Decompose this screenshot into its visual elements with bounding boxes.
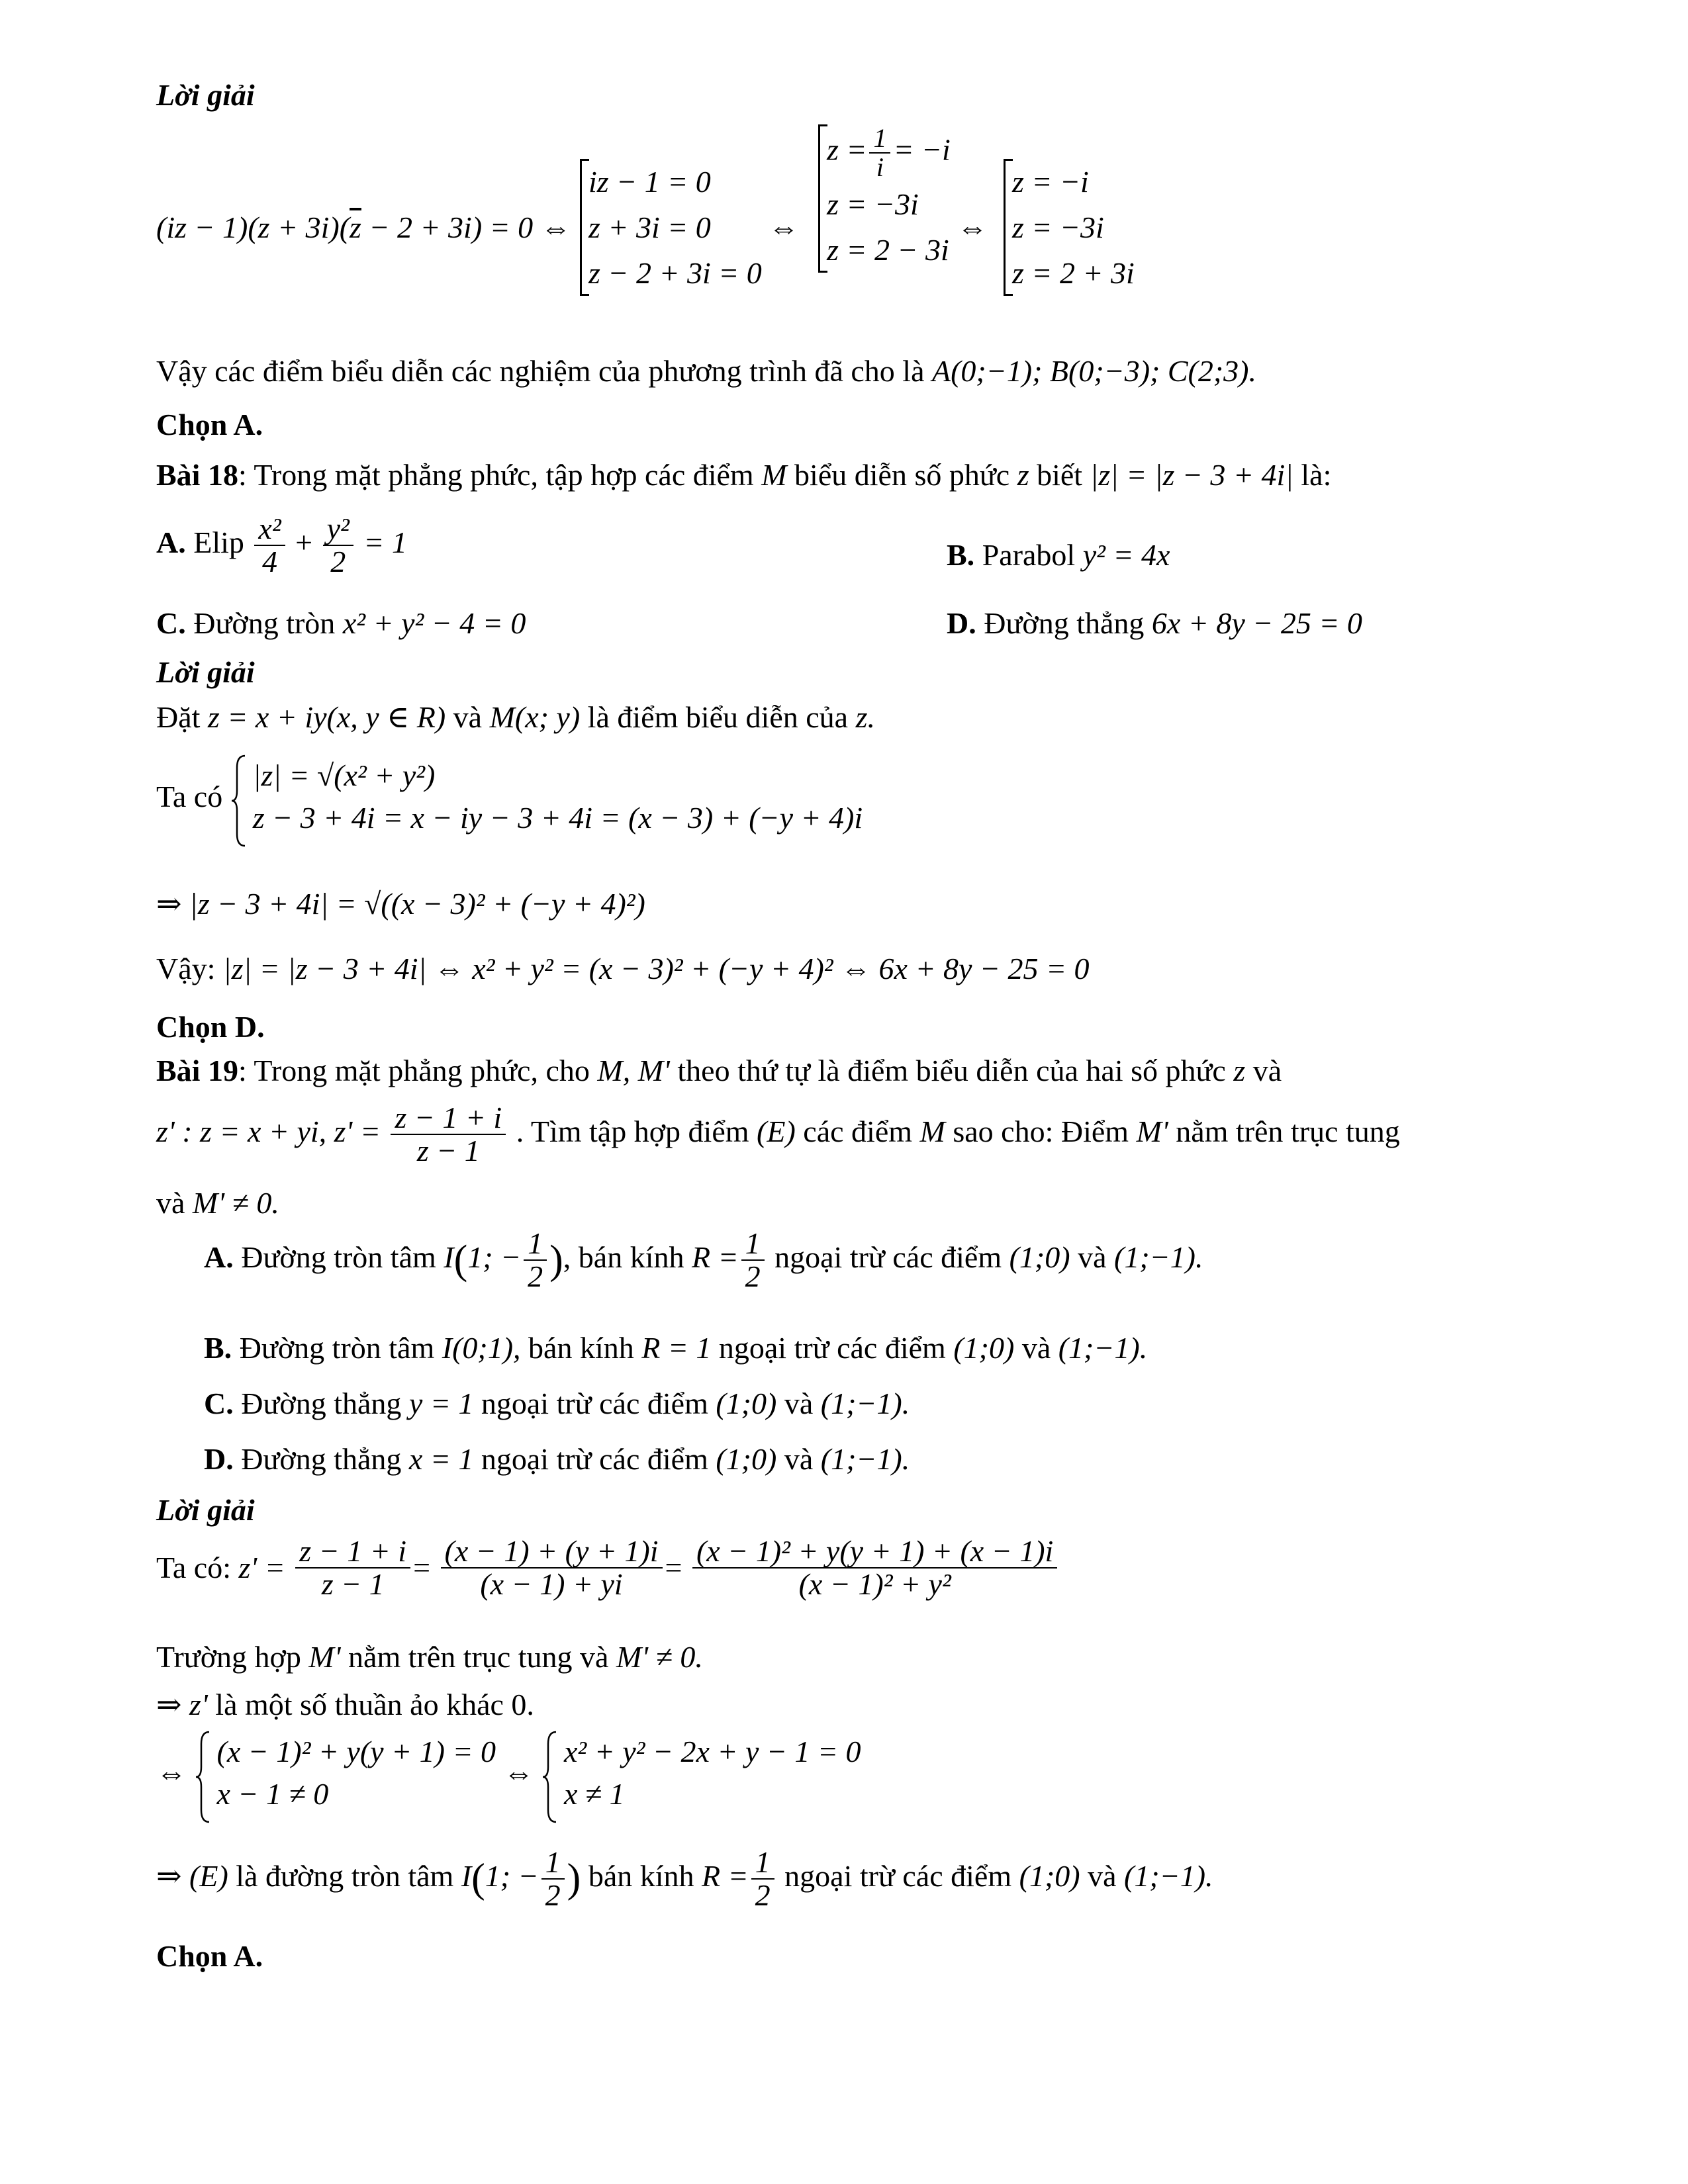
system-1: iz − 1 = 0 z + 3i = 0 z − 2 + 3i = 0 bbox=[580, 159, 762, 296]
bai19-question-line1: Bài 19: Trong mặt phẳng phức, cho M, M' theo thứ tự là điểm biểu diễn của hai số phức z và bbox=[156, 1054, 1282, 1087]
bai19-option-a: A. Đường tròn tâm I(1; − $\frac{1}{2}$ ), bán kính R = $\frac{1}{2}$ ngoại trừ các điểm (1;0) và (1;−1). bbox=[204, 1226, 1203, 1294]
bai19-step4: ⇔ (x − 1)² + y(y + 1) = 0 x − 1 ≠ 0 ⇔ x² + y² − 2x + y − 1 = 0 x ≠ 1 bbox=[156, 1731, 861, 1816]
bai18-question: Bài 18: Trong mặt phẳng phức, tập hợp các điểm M biểu diễn số phức z biết |z| = |z − 3 + 4i| là: bbox=[156, 458, 1332, 492]
bai18-solution-title: Lời giải bbox=[156, 655, 255, 689]
bai18-option-b: B. Parabol y² = 4x bbox=[947, 538, 1170, 572]
bai19-step1: Ta có: z' = $\frac{z - 1 + i}{z - 1}$ = $\frac{(x - 1) + (y + 1)i}{(x - 1) + yi}$ = $\frac{\text{(x − 1)² + y(y + 1) + (x − 1)i}}{\text{(x − 1)² + y²}}$ bbox=[156, 1535, 1060, 1601]
brace-icon bbox=[230, 754, 248, 847]
bai19-option-c: C. Đường thẳng y = 1 ngoại trừ các điểm (1;0) và (1;−1). bbox=[204, 1387, 910, 1420]
bai18-step2: Ta có |z| = √(x² + y²) z − 3 + 4i = x − iy − 3 + 4i = (x − 3) + (−y + 4)i bbox=[156, 754, 863, 840]
brace-icon bbox=[541, 1731, 559, 1823]
bai19-step5: ⇒ (E) là đường tròn tâm I(1; − $\frac{1}{2}$ ) bán kính R = $\frac{1}{2}$ ngoại trừ các điểm (1;0) và (1;−1). bbox=[156, 1845, 1213, 1913]
bai19-choose: Chọn A. bbox=[156, 1939, 263, 1973]
choose-a-1: Chọn A. bbox=[156, 408, 263, 441]
bai18-step4: Vậy: |z| = |z − 3 + 4i| ⇔ x² + y² = (x − 3)² + (−y + 4)² ⇔ 6x + 8y − 25 = 0 bbox=[156, 952, 1090, 985]
bai19-step2: Trường hợp M' nằm trên trục tung và M' ≠ 0. bbox=[156, 1640, 703, 1674]
brace-icon bbox=[195, 1731, 212, 1823]
system-3: z = −i z = −3i z = 2 + 3i bbox=[1004, 159, 1135, 296]
bai19-step3: ⇒ z' là một số thuần ảo khác 0. bbox=[156, 1688, 534, 1721]
bai18-option-c: C. Đường tròn x² + y² − 4 = 0 bbox=[156, 606, 526, 640]
bai18-option-a: A. Elip $\frac{\text{x²}}{4}$ + $\frac{\text{y²}}{2}$ = 1 bbox=[156, 512, 407, 579]
bai18-step1: Đặt z = x + iy(x, y ∈ R) và M(x; y) là điểm biểu diễn của z. bbox=[156, 700, 875, 734]
bai19-question-line2: z' : z = x + yi, z' = $\frac{z - 1 + i}{z - 1}$ . Tìm tập hợp điểm (E) các điểm M sao cho: Điểm M' nằm trên trục tung bbox=[156, 1101, 1400, 1168]
bai19-option-d: D. Đường thẳng x = 1 ngoại trừ các điểm (1;0) và (1;−1). bbox=[204, 1442, 910, 1476]
solution-title-1: Lời giải bbox=[156, 78, 255, 112]
bai19-option-b: B. Đường tròn tâm I(0;1), bán kính R = 1 ngoại trừ các điểm (1;0) và (1;−1). bbox=[204, 1331, 1148, 1365]
bai18-option-d: D. Đường thẳng 6x + 8y − 25 = 0 bbox=[947, 606, 1362, 640]
bai19-question-line3: và M' ≠ 0. bbox=[156, 1186, 279, 1220]
bai18-choose: Chọn D. bbox=[156, 1010, 265, 1044]
bai19-solution-title: Lời giải bbox=[156, 1493, 255, 1527]
system-2: z = $\frac{1}{i}$ = −i z = −3i z = 2 − 3i bbox=[818, 124, 951, 273]
conclusion-line: Vậy các điểm biểu diễn các nghiệm của phương trình đã cho là A(0;−1); B(0;−3); C(2;3). bbox=[156, 354, 1256, 388]
bai18-step3: ⇒ |z − 3 + 4i| = √((x − 3)² + (−y + 4)²) bbox=[156, 887, 645, 921]
